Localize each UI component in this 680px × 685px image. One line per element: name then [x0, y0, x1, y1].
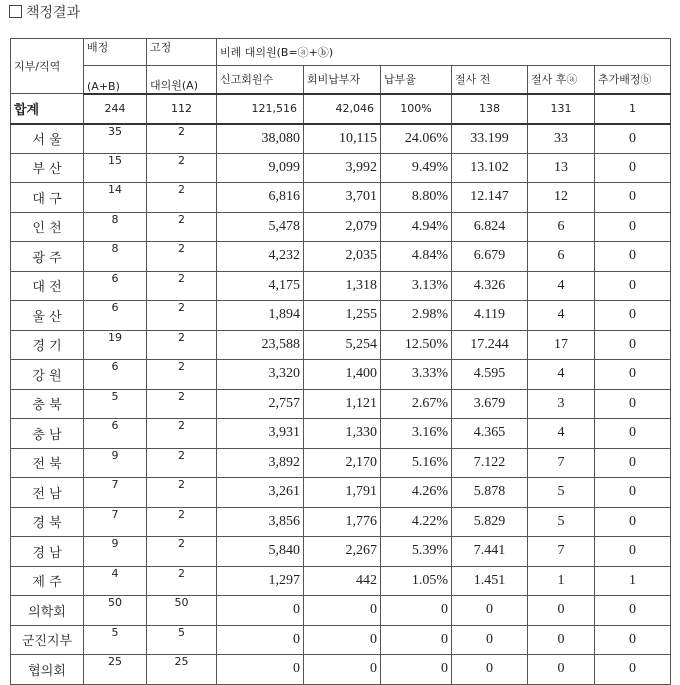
fixed-value: 2 [147, 478, 217, 508]
members-value: 1,894 [217, 301, 304, 331]
header-extra: 추가배정ⓑ [595, 66, 671, 94]
allocation-table [10, 38, 671, 685]
total-extra: 1 [595, 94, 671, 124]
after-cut-value: 7 [528, 448, 595, 478]
branch-name: 부 산 [11, 153, 84, 183]
extra-value: 0 [595, 507, 671, 537]
members-value: 6,816 [217, 183, 304, 213]
members-value: 4,232 [217, 242, 304, 272]
after-cut-value: 1 [528, 566, 595, 596]
members-value: 4,175 [217, 271, 304, 301]
fixed-value: 2 [147, 330, 217, 360]
header-after-cut: 절사 후ⓐ [528, 66, 595, 94]
members-value: 0 [217, 625, 304, 655]
members-value: 3,261 [217, 478, 304, 508]
branch-name: 협의회 [11, 655, 84, 685]
table-row [11, 419, 671, 449]
alloc-value: 6 [84, 419, 147, 449]
before-cut-value: 13.102 [452, 153, 528, 183]
branch-name: 대 전 [11, 271, 84, 301]
payers-value: 0 [304, 655, 381, 685]
extra-value: 0 [595, 271, 671, 301]
before-cut-value: 4.365 [452, 419, 528, 449]
fixed-value: 50 [147, 596, 217, 626]
table-row [11, 124, 671, 154]
table-row [11, 655, 671, 685]
alloc-value: 7 [84, 478, 147, 508]
rate-value: 24.06% [381, 124, 452, 154]
alloc-value: 8 [84, 242, 147, 272]
after-cut-value: 4 [528, 419, 595, 449]
before-cut-value: 5.878 [452, 478, 528, 508]
table-row [11, 242, 671, 272]
checkbox-square-icon [9, 5, 22, 18]
payers-value: 2,267 [304, 537, 381, 567]
before-cut-value: 4.595 [452, 360, 528, 390]
rate-value: 2.67% [381, 389, 452, 419]
alloc-value: 25 [84, 655, 147, 685]
total-members: 121,516 [217, 94, 304, 124]
table-row [11, 537, 671, 567]
branch-name: 충 북 [11, 389, 84, 419]
after-cut-value: 4 [528, 301, 595, 331]
extra-value: 0 [595, 448, 671, 478]
payers-value: 1,330 [304, 419, 381, 449]
payers-value: 3,701 [304, 183, 381, 213]
rate-value: 4.26% [381, 478, 452, 508]
header-members: 신고회원수 [217, 66, 304, 94]
fixed-value: 2 [147, 301, 217, 331]
fixed-value: 2 [147, 507, 217, 537]
before-cut-value: 7.122 [452, 448, 528, 478]
after-cut-value: 13 [528, 153, 595, 183]
table-row [11, 360, 671, 390]
rate-value: 2.98% [381, 301, 452, 331]
before-cut-value: 3.679 [452, 389, 528, 419]
branch-name: 제 주 [11, 566, 84, 596]
extra-value: 0 [595, 242, 671, 272]
table-row [11, 507, 671, 537]
before-cut-value: 7.441 [452, 537, 528, 567]
members-value: 0 [217, 596, 304, 626]
after-cut-value: 5 [528, 478, 595, 508]
extra-value: 0 [595, 389, 671, 419]
after-cut-value: 0 [528, 625, 595, 655]
header-fixed-bottom: 대의원(A) [147, 66, 217, 94]
table-row [11, 183, 671, 213]
members-value: 2,757 [217, 389, 304, 419]
members-value: 9,099 [217, 153, 304, 183]
fixed-value: 2 [147, 360, 217, 390]
branch-name: 의학회 [11, 596, 84, 626]
rate-value: 0 [381, 655, 452, 685]
fixed-value: 2 [147, 153, 217, 183]
rate-value: 0 [381, 625, 452, 655]
fixed-value: 2 [147, 566, 217, 596]
extra-value: 0 [595, 183, 671, 213]
after-cut-value: 6 [528, 242, 595, 272]
extra-value: 0 [595, 655, 671, 685]
header-fixed-top: 고정 [147, 39, 217, 66]
before-cut-value: 0 [452, 625, 528, 655]
branch-name: 군진지부 [11, 625, 84, 655]
before-cut-value: 5.829 [452, 507, 528, 537]
extra-value: 0 [595, 596, 671, 626]
table-row [11, 153, 671, 183]
payers-value: 1,776 [304, 507, 381, 537]
header-alloc-bottom: (A+B) [84, 66, 147, 94]
payers-value: 2,079 [304, 212, 381, 242]
after-cut-value: 7 [528, 537, 595, 567]
rate-value: 3.13% [381, 271, 452, 301]
fixed-value: 2 [147, 124, 217, 154]
payers-value: 1,400 [304, 360, 381, 390]
extra-value: 0 [595, 478, 671, 508]
alloc-value: 8 [84, 212, 147, 242]
extra-value: 0 [595, 537, 671, 567]
rate-value: 8.80% [381, 183, 452, 213]
fixed-value: 25 [147, 655, 217, 685]
total-row [11, 94, 671, 124]
extra-value: 0 [595, 301, 671, 331]
alloc-value: 19 [84, 330, 147, 360]
total-rate: 100% [381, 94, 452, 124]
fixed-value: 2 [147, 448, 217, 478]
header-branch: 지부/직역 [11, 39, 84, 94]
before-cut-value: 6.679 [452, 242, 528, 272]
fixed-value: 2 [147, 212, 217, 242]
payers-value: 10,115 [304, 124, 381, 154]
fixed-value: 2 [147, 389, 217, 419]
before-cut-value: 33.199 [452, 124, 528, 154]
header-row-2 [11, 66, 671, 94]
table-row [11, 330, 671, 360]
total-fixed: 112 [147, 94, 217, 124]
branch-name: 경 남 [11, 537, 84, 567]
alloc-value: 4 [84, 566, 147, 596]
table-row [11, 596, 671, 626]
table-row [11, 271, 671, 301]
payers-value: 2,170 [304, 448, 381, 478]
before-cut-value: 4.326 [452, 271, 528, 301]
before-cut-value: 12.147 [452, 183, 528, 213]
extra-value: 0 [595, 124, 671, 154]
header-proportional: 비례 대의원(B=ⓐ+ⓑ) [217, 39, 671, 66]
payers-value: 3,992 [304, 153, 381, 183]
section-heading [9, 2, 80, 24]
payers-value: 1,255 [304, 301, 381, 331]
members-value: 23,588 [217, 330, 304, 360]
extra-value: 0 [595, 360, 671, 390]
alloc-value: 9 [84, 537, 147, 567]
header-rate: 납부율 [381, 66, 452, 94]
header-alloc-top: 배정 [84, 39, 147, 66]
rate-value: 0 [381, 596, 452, 626]
extra-value: 1 [595, 566, 671, 596]
payers-value: 2,035 [304, 242, 381, 272]
table-row [11, 212, 671, 242]
table-row [11, 478, 671, 508]
branch-name: 대 구 [11, 183, 84, 213]
table-row [11, 389, 671, 419]
before-cut-value: 1.451 [452, 566, 528, 596]
alloc-value: 15 [84, 153, 147, 183]
table-row [11, 448, 671, 478]
payers-value: 442 [304, 566, 381, 596]
payers-value: 0 [304, 596, 381, 626]
fixed-value: 2 [147, 537, 217, 567]
branch-name: 서 울 [11, 124, 84, 154]
fixed-value: 2 [147, 271, 217, 301]
alloc-value: 6 [84, 301, 147, 331]
table-row [11, 301, 671, 331]
fixed-value: 2 [147, 242, 217, 272]
table-body [11, 39, 671, 685]
branch-name: 광 주 [11, 242, 84, 272]
rate-value: 4.94% [381, 212, 452, 242]
alloc-value: 6 [84, 360, 147, 390]
payers-value: 1,121 [304, 389, 381, 419]
members-value: 3,931 [217, 419, 304, 449]
branch-name: 울 산 [11, 301, 84, 331]
extra-value: 0 [595, 330, 671, 360]
payers-value: 0 [304, 625, 381, 655]
branch-name: 전 북 [11, 448, 84, 478]
alloc-value: 9 [84, 448, 147, 478]
alloc-value: 7 [84, 507, 147, 537]
rate-value: 4.84% [381, 242, 452, 272]
after-cut-value: 4 [528, 360, 595, 390]
before-cut-value: 4.119 [452, 301, 528, 331]
branch-name: 전 남 [11, 478, 84, 508]
alloc-value: 6 [84, 271, 147, 301]
after-cut-value: 0 [528, 596, 595, 626]
before-cut-value: 17.244 [452, 330, 528, 360]
total-payers: 42,046 [304, 94, 381, 124]
alloc-value: 14 [84, 183, 147, 213]
alloc-value: 35 [84, 124, 147, 154]
payers-value: 1,791 [304, 478, 381, 508]
members-value: 0 [217, 655, 304, 685]
members-value: 3,856 [217, 507, 304, 537]
fixed-value: 2 [147, 419, 217, 449]
branch-name: 인 천 [11, 212, 84, 242]
rate-value: 5.16% [381, 448, 452, 478]
members-value: 5,840 [217, 537, 304, 567]
rate-value: 9.49% [381, 153, 452, 183]
after-cut-value: 5 [528, 507, 595, 537]
table-row [11, 566, 671, 596]
after-cut-value: 0 [528, 655, 595, 685]
rate-value: 3.33% [381, 360, 452, 390]
rate-value: 1.05% [381, 566, 452, 596]
alloc-value: 5 [84, 389, 147, 419]
before-cut-value: 0 [452, 596, 528, 626]
members-value: 5,478 [217, 212, 304, 242]
header-payers: 회비납부자 [304, 66, 381, 94]
branch-name: 경 북 [11, 507, 84, 537]
after-cut-value: 12 [528, 183, 595, 213]
table-row [11, 625, 671, 655]
after-cut-value: 17 [528, 330, 595, 360]
members-value: 38,080 [217, 124, 304, 154]
members-value: 1,297 [217, 566, 304, 596]
branch-name: 충 남 [11, 419, 84, 449]
members-value: 3,892 [217, 448, 304, 478]
branch-name: 강 원 [11, 360, 84, 390]
rate-value: 3.16% [381, 419, 452, 449]
rate-value: 5.39% [381, 537, 452, 567]
total-after: 131 [528, 94, 595, 124]
extra-value: 0 [595, 419, 671, 449]
alloc-value: 50 [84, 596, 147, 626]
fixed-value: 2 [147, 183, 217, 213]
fixed-value: 5 [147, 625, 217, 655]
extra-value: 0 [595, 625, 671, 655]
after-cut-value: 3 [528, 389, 595, 419]
header-before-cut: 절사 전 [452, 66, 528, 94]
extra-value: 0 [595, 153, 671, 183]
branch-name: 경 기 [11, 330, 84, 360]
header-row-1 [11, 39, 671, 66]
rate-value: 12.50% [381, 330, 452, 360]
after-cut-value: 33 [528, 124, 595, 154]
before-cut-value: 6.824 [452, 212, 528, 242]
section-title: 책정결과 [26, 5, 81, 21]
rate-value: 4.22% [381, 507, 452, 537]
total-label: 합계 [11, 94, 84, 124]
members-value: 3,320 [217, 360, 304, 390]
after-cut-value: 6 [528, 212, 595, 242]
alloc-value: 5 [84, 625, 147, 655]
before-cut-value: 0 [452, 655, 528, 685]
payers-value: 1,318 [304, 271, 381, 301]
after-cut-value: 4 [528, 271, 595, 301]
total-alloc: 244 [84, 94, 147, 124]
payers-value: 5,254 [304, 330, 381, 360]
total-before: 138 [452, 94, 528, 124]
extra-value: 0 [595, 212, 671, 242]
